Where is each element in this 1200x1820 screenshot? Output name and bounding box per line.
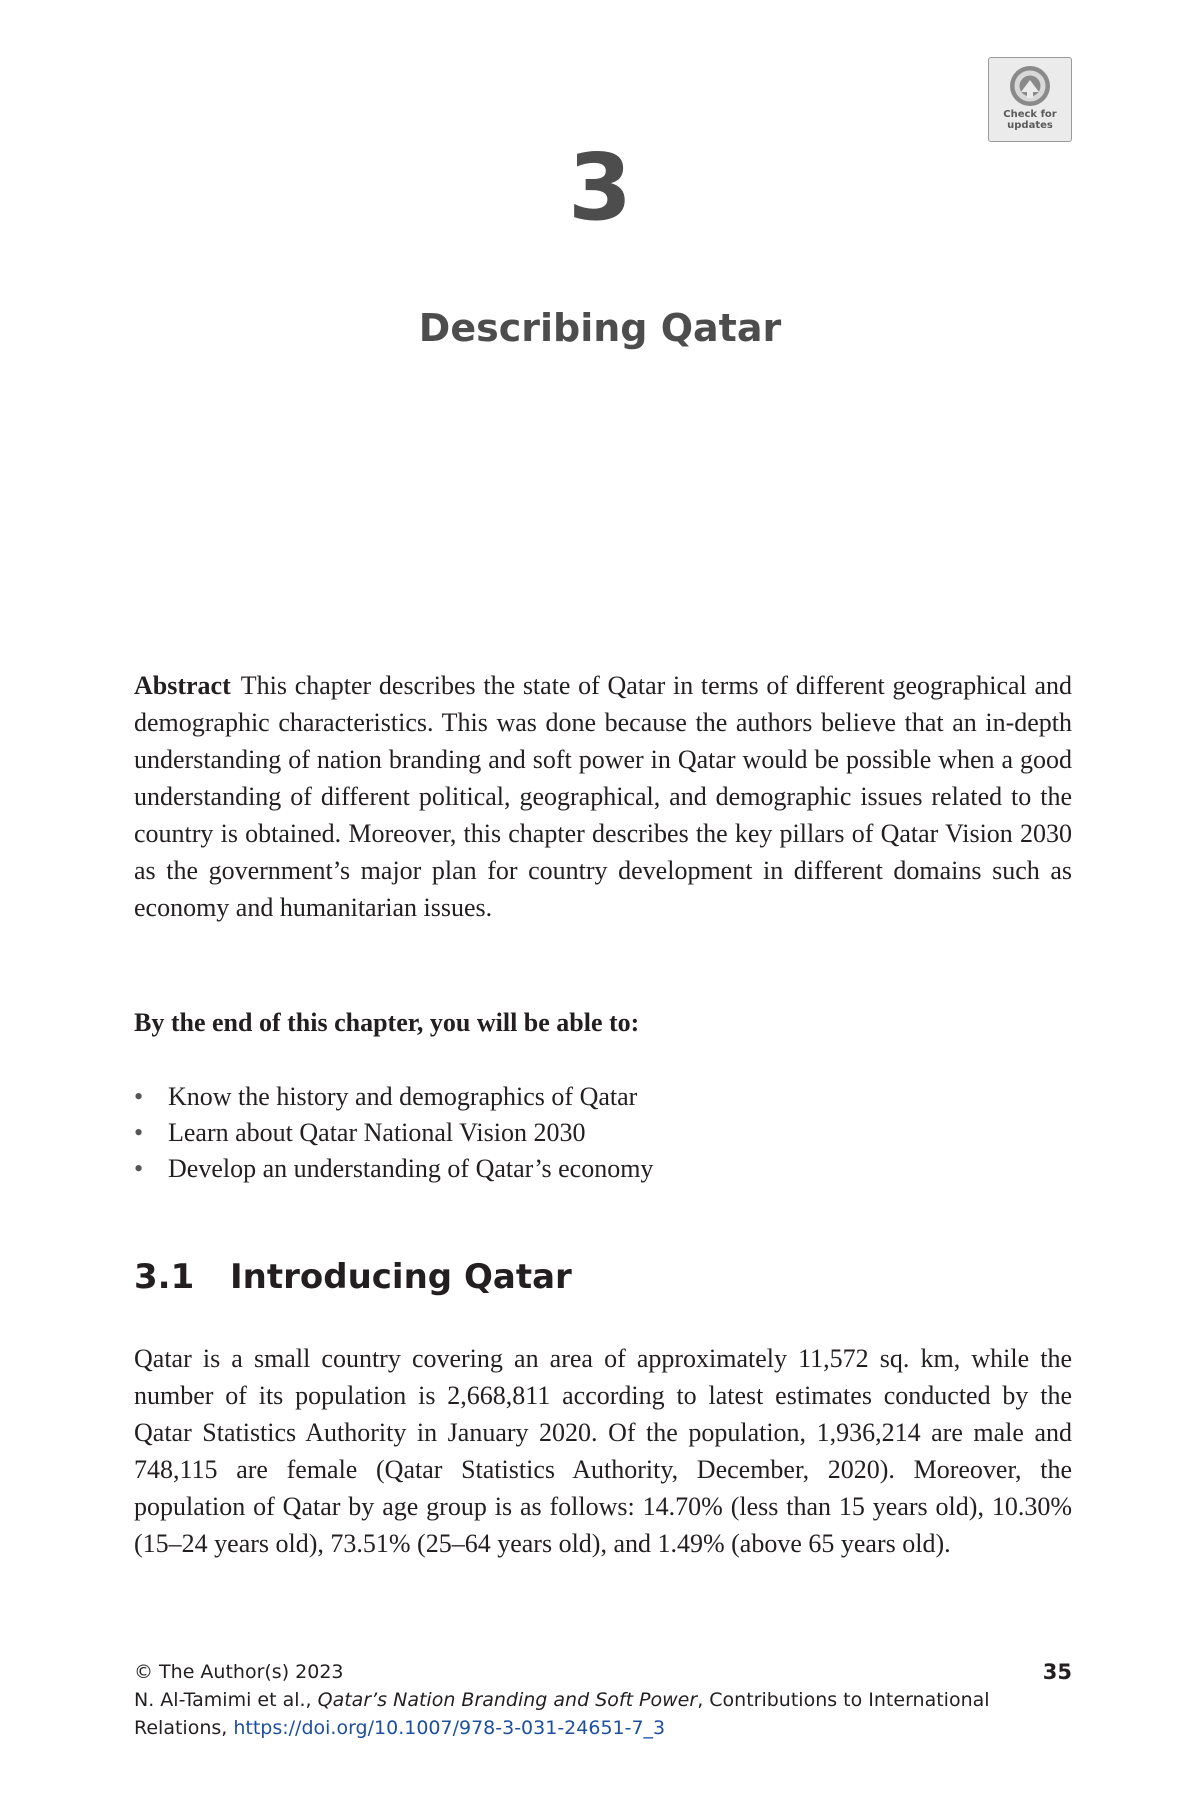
citation-book-title: Qatar’s Nation Branding and Soft Power <box>317 1689 698 1711</box>
citation-line-2 <box>134 1714 1072 1742</box>
section-paragraph: Qatar is a small country covering an area of approximately 11,572 sq. km, while the number of its population is 2,668,811 according to latest estimates conducted by the Qatar Statistics Authority in January 2020. Of the population, 1,936,214 are male and 748,115 are female (Qatar Statistics Authority, December, 2020). Moreover, the population of Qatar by age group is as follows: 14.70% (less than 15 years old), 10.30% (15–24 years old), 73.51% (25–64 years old), and 1.49% (above 65 years old). <box>134 1344 1072 1558</box>
section-number: 3.1 <box>134 1257 195 1297</box>
abstract <box>134 667 1072 926</box>
list-item <box>134 1151 653 1187</box>
update-icon <box>1008 64 1052 108</box>
abstract-text: This chapter describes the state of Qatar in terms of different geographical and demographic characteristics. This was done because the authors believe that an in-depth understanding of nation branding and soft power in Qatar would be possible when a good understanding of different political, geographical, and demographic issues related to the country is obtained. Moreover, this chapter describes the key pillars of Qatar Vision 2030 as the government’s major plan for country development in different domains such as economy and humanitarian issues. <box>134 671 1072 922</box>
bullet-icon: • <box>134 1118 144 1147</box>
objective-text: Develop an understanding of Qatar’s economy <box>168 1154 654 1183</box>
list-item <box>134 1079 653 1115</box>
page-footer <box>134 1658 1072 1742</box>
section-title: Introducing Qatar <box>230 1257 572 1297</box>
check-for-updates-label: Check for updates <box>1003 109 1057 131</box>
chapter-title: Describing Qatar <box>418 306 782 350</box>
check-for-updates-badge[interactable] <box>988 57 1072 142</box>
chapter-number: 3 <box>567 134 632 241</box>
citation-line <box>134 1686 1072 1714</box>
objective-text: Know the history and demographics of Qatar <box>168 1082 638 1111</box>
objectives-list <box>134 1079 653 1187</box>
citation-series-cont: Relations, <box>134 1717 234 1739</box>
objectives-heading: By the end of this chapter, you will be able to: <box>134 1008 640 1037</box>
citation-authors: N. Al-Tamimi et al., <box>134 1689 318 1711</box>
objective-text: Learn about Qatar National Vision 2030 <box>168 1118 586 1147</box>
citation-series: , Contributions to International <box>697 1689 990 1711</box>
list-item <box>134 1115 653 1151</box>
bullet-icon: • <box>134 1082 144 1111</box>
section-heading <box>134 1255 572 1299</box>
copyright-line: © The Author(s) 2023 <box>134 1661 344 1683</box>
doi-link[interactable]: https://doi.org/10.1007/978-3-031-24651-7_3 <box>233 1717 666 1739</box>
page-number: 35 <box>1042 1660 1072 1684</box>
bullet-icon: • <box>134 1154 144 1183</box>
abstract-label: Abstract <box>134 671 231 700</box>
